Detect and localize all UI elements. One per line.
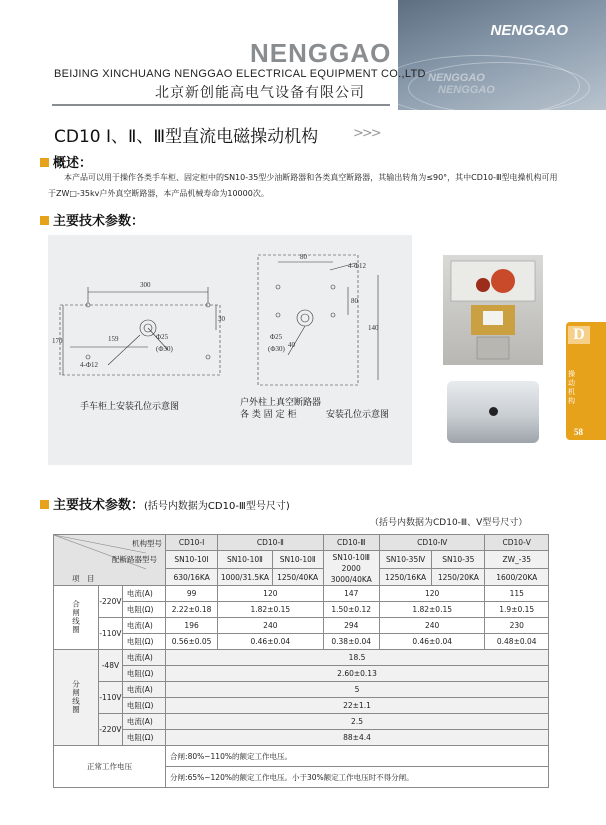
breaker-rating: 1000/31.5KA (218, 569, 273, 586)
table-cell: 115 (485, 586, 549, 602)
breaker-rating: 1250/40KA (272, 569, 323, 586)
table-cell: 0.46±0.04 (218, 634, 323, 650)
spec-table (53, 534, 549, 788)
model-header: CD10-Ⅰ (166, 535, 218, 551)
panel-ghost-logo: NENGGAO (438, 84, 495, 96)
param-label: 电阻(Ω) (122, 730, 165, 746)
param-label: 电阻(Ω) (122, 666, 165, 682)
table-row (54, 618, 549, 634)
table-cell: 1.82±0.15 (218, 602, 323, 618)
table-cell: 22±1.1 (166, 698, 549, 714)
param-label: 电流(A) (122, 618, 165, 634)
table-row (54, 730, 549, 746)
breaker-name: SN10-10Ⅱ (272, 551, 323, 569)
overview-heading (40, 152, 92, 171)
right-bolt-hole (276, 285, 280, 289)
right-bolt-hole (331, 285, 335, 289)
param-label: 电流(A) (122, 714, 165, 730)
table-note: （括号内数据为CD10-Ⅲ、V型号尺寸） (370, 518, 528, 528)
right-bolt-hole (276, 313, 280, 317)
dim-phi30-right: (Φ30) (268, 345, 285, 353)
model-header: CD10-Ⅱ (218, 535, 323, 551)
dim-300: 300 (140, 281, 151, 289)
overview-text: 本产品可以用于操作各类手车柜、固定柜中的SN10-35型少油断路器和各类真空断路器，其输出转角为≤90°，其中CD10-Ⅲ型电操机构可用于ZW□-35kv户外真空断路器，本产品机械寿命为10000次。 (48, 173, 558, 198)
model-header: CD10-Ⅴ (485, 535, 549, 551)
param-label: 电阻(Ω) (122, 634, 165, 650)
panel-ghost-logo: NENGGAO (428, 72, 485, 84)
table-cell: 5 (166, 682, 549, 698)
breaker-rating: 3000/40KA (330, 574, 372, 584)
bullet-square-icon (40, 158, 49, 167)
table-cell: 240 (218, 618, 323, 634)
side-tab-text: 操动机构 (568, 370, 575, 405)
dim-80-vertical: 80 (351, 297, 358, 305)
product-photo-mechanism (443, 255, 543, 365)
cover-hole-icon (489, 407, 498, 416)
breaker-rating: 1250/16KA (379, 569, 431, 586)
right-bolt-hole (331, 313, 335, 317)
drawing-panel (48, 235, 412, 465)
left-bolt-hole (86, 355, 90, 359)
side-tab-letter: D (568, 326, 590, 344)
table-cell: 0.48±0.04 (485, 634, 549, 650)
breaker-name: SN10-10Ⅰ (166, 551, 218, 569)
table-cell: 147 (323, 586, 379, 602)
table-cell: 2.60±0.13 (166, 666, 549, 682)
page-number: 58 (574, 427, 583, 437)
table-cell: 240 (379, 618, 485, 634)
table-row (54, 682, 549, 698)
right-center-hole-inner (301, 314, 309, 322)
model-header: CD10-Ⅲ (323, 535, 379, 551)
voltage-label: -110V (99, 618, 123, 650)
breaker-name: ZW_-35 (485, 551, 549, 569)
breaker-name: SN10-10Ⅲ (332, 552, 370, 562)
table-cell: 230 (485, 618, 549, 634)
product-photo-cover (447, 381, 539, 443)
company-name-en: BEIJING XINCHUANG NENGGAO ELECTRICAL EQUIPMENT CO.,LTD (54, 68, 426, 80)
header-brand-panel (398, 0, 606, 110)
table-cell: 0.38±0.04 (323, 634, 379, 650)
table-row (54, 746, 549, 767)
param-label: 电阻(Ω) (122, 602, 165, 618)
caption-right-1: 户外柱上真空断路器 (240, 398, 322, 408)
table-row (54, 535, 549, 551)
breaker-name-2: 2000 (341, 563, 361, 573)
page-title: CD10 Ⅰ、Ⅱ、Ⅲ型直流电磁操动机构 (54, 127, 319, 147)
dim-40: 40 (288, 341, 295, 349)
corner-item-label: 项 目 (72, 574, 95, 583)
corner-model-label: 机构型号 (132, 539, 163, 548)
voltage-label: -220V (99, 586, 123, 618)
dim-holes-right: 4-Φ12 (348, 262, 366, 270)
voltage-label: -220V (99, 714, 123, 746)
dim-phi30-left: (Φ30) (156, 345, 173, 353)
table-cell: 120 (218, 586, 323, 602)
params-heading (40, 210, 144, 229)
table-heading-text: 主要技术参数： (53, 498, 145, 513)
voltage-label: -110V (99, 682, 123, 714)
table-cell: 196 (166, 618, 218, 634)
opening-coil-text: 分闸线圈 (71, 679, 81, 714)
table-cell: 0.46±0.04 (379, 634, 485, 650)
caption-right-2: 各 类 固 定 柜 (240, 410, 297, 420)
table-row (54, 666, 549, 682)
dim-phi25-right: Φ25 (270, 333, 283, 341)
dim-140: 140 (368, 324, 379, 332)
table-cell: 18.5 (166, 650, 549, 666)
table-row (54, 650, 549, 666)
table-cell: 294 (323, 618, 379, 634)
mechanism-illustration (443, 255, 543, 365)
table-cell: 2.22±0.18 (166, 602, 218, 618)
breaker-name: SN10-35 (432, 551, 485, 569)
table-corner-cell (54, 535, 166, 586)
table-cell: 0.56±0.05 (166, 634, 218, 650)
normal-close-text: 合闸:80%~110%的额定工作电压。 (166, 746, 549, 767)
table-heading (40, 494, 290, 513)
panel-brand-logo: NENGGAO (490, 22, 568, 39)
param-label: 电流(A) (122, 682, 165, 698)
bullet-square-icon (40, 216, 49, 225)
table-row (54, 586, 549, 602)
breaker-name: SN10-35Ⅳ (379, 551, 431, 569)
closing-coil-label (54, 586, 99, 650)
table-cell: 1.9±0.15 (485, 602, 549, 618)
dim-159: 159 (108, 335, 119, 343)
bullet-square-icon (40, 500, 49, 509)
brand-logo: NENGGAO (250, 38, 392, 68)
header-divider (52, 104, 390, 106)
table-row (54, 714, 549, 730)
dim-30: 30 (218, 315, 225, 323)
table-cell: 2.5 (166, 714, 549, 730)
right-mounting-outline (258, 255, 358, 385)
caption-left: 手车柜上安装孔位示意图 (80, 402, 180, 412)
model-header: CD10-Ⅳ (379, 535, 485, 551)
param-label: 电流(A) (122, 650, 165, 666)
breaker-rating: 1600/20KA (485, 569, 549, 586)
dim-80: 80 (300, 253, 307, 261)
table-cell: 1.82±0.15 (379, 602, 485, 618)
dim-phi25-left: Φ25 (156, 333, 169, 341)
table-heading-note: (括号内数据为CD10-Ⅲ型号尺寸) (144, 501, 290, 512)
breaker-rating: 630/16KA (166, 569, 218, 586)
mounting-hole-drawings (48, 235, 412, 465)
company-name-cn: 北京新创能高电气设备有限公司 (155, 85, 365, 101)
params-heading-text: 主要技术参数： (53, 214, 145, 229)
normal-open-text: 分闸:65%~120%的额定工作电压。小于30%额定工作电压时不得分闸。 (166, 767, 549, 788)
table-cell: 120 (379, 586, 485, 602)
table-row (54, 634, 549, 650)
table-cell: 1.50±0.12 (323, 602, 379, 618)
overview-heading-text: 概述： (53, 156, 93, 171)
table-row (54, 602, 549, 618)
normal-voltage-label: 正常工作电压 (54, 746, 166, 788)
table-cell: 88±4.4 (166, 730, 549, 746)
left-bolt-hole (206, 355, 210, 359)
table-row (54, 698, 549, 714)
breaker-name: SN10-10Ⅱ (218, 551, 273, 569)
caption-right-3: 安装孔位示意图 (326, 410, 390, 420)
title-arrows-icon: >>> (353, 126, 380, 141)
breaker-cell-cd10-3 (323, 551, 379, 586)
breaker-rating: 1250/20KA (432, 569, 485, 586)
right-center-hole (297, 310, 313, 326)
voltage-label: -48V (99, 650, 123, 682)
opening-coil-label (54, 650, 99, 746)
corner-breaker-label: 配断路器型号 (112, 555, 158, 564)
param-label: 电阻(Ω) (122, 698, 165, 714)
param-label: 电流(A) (122, 586, 165, 602)
dim-170: 170 (52, 337, 63, 345)
table-cell: 99 (166, 586, 218, 602)
decorative-wave (408, 62, 590, 114)
closing-coil-text: 合闸线圈 (71, 599, 81, 634)
dim-holes-left: 4-Φ12 (80, 361, 98, 369)
